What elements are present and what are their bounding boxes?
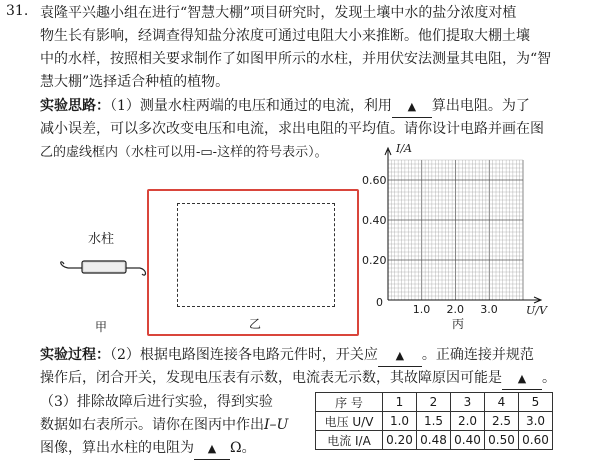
idea-label: 实验思路： [40, 98, 110, 114]
process-text-b: 。正确连接并规范 [421, 347, 534, 363]
iu-graph[interactable] [362, 142, 548, 331]
water-column-figure [50, 228, 150, 328]
table-cell: 2.0 [451, 412, 485, 431]
process-text-f: 图像，算出水柱的电阻为 [40, 440, 194, 456]
process-line-4 [40, 415, 288, 435]
table-cell: 1.5 [417, 412, 451, 431]
intro-line-4: 慧大棚”选择适合种植的植物。 [40, 74, 230, 90]
circuit-design-box[interactable] [177, 203, 335, 307]
idea-line-1 [40, 96, 530, 118]
table-row [316, 393, 553, 412]
table-cell: 1.0 [383, 412, 417, 431]
table-header: 序 号 [316, 393, 383, 412]
table-cell: 3 [451, 393, 485, 412]
process-text-d: 。 [542, 370, 556, 386]
table-cell: 5 [519, 393, 553, 412]
figure-yi-caption: 乙 [249, 317, 262, 331]
table-cell: 4 [485, 393, 519, 412]
table-cell: 0.20 [383, 431, 417, 450]
process-line-1 [40, 345, 534, 367]
circuit-design-highlight [147, 189, 359, 336]
x-tick-label: 3.0 [480, 303, 498, 316]
process-text-a: （2）根据电路图连接各电路元件时，开关应 [110, 347, 378, 363]
x-axis-label: U/V [526, 304, 547, 317]
y-tick-label: 0.40 [362, 214, 387, 227]
process-line-5 [40, 438, 256, 460]
x-tick-label: 2.0 [446, 303, 464, 316]
answer-blank-3[interactable]: ▲ [502, 369, 542, 390]
x-tick-label: 1.0 [412, 303, 431, 316]
process-text-c: 操作后，闭合开关，发现电压表有示数，电流表无示数，其故障原因可能是 [40, 370, 502, 386]
process-line-2 [40, 368, 556, 390]
process-text-e: 数据如右表所示。请你在图丙中作出 [40, 417, 264, 433]
process-text-g: Ω。 [230, 440, 256, 456]
answer-blank-2[interactable]: ▲ [378, 346, 422, 367]
process-iu-symbol: I–U [264, 417, 289, 433]
water-column-label: 水柱 [88, 232, 115, 247]
table-row [316, 431, 553, 450]
idea-text-a: （1）测量水柱两端的电压和通过的电流，利用 [110, 98, 392, 114]
intro-line-1: 袁隆平兴趣小组在进行“智慧大棚”项目研究时，发现土壤中水的盐分浓度对植 [40, 5, 517, 21]
table-cell: 0.48 [417, 431, 451, 450]
table-cell: 0.60 [519, 431, 553, 450]
table-cell: 3.0 [519, 412, 553, 431]
y-tick-label: 0.60 [362, 174, 387, 187]
intro-line-2: 物生长有影响，经调查得知盐分浓度可通过电阻大小来推断。他们提取大棚土壤 [40, 28, 530, 44]
table-cell: 2 [417, 393, 451, 412]
data-table [315, 392, 553, 450]
table-header: 电流 I/A [316, 431, 383, 450]
idea-line-3: 乙的虚线框内（水柱可以用-▭-这样的符号表示）。 [40, 145, 328, 160]
table-cell: 0.40 [451, 431, 485, 450]
question-number: 31. [6, 3, 29, 19]
figure-bing-caption: 丙 [452, 317, 465, 331]
answer-blank-4[interactable]: ▲ [194, 439, 230, 460]
table-cell: 2.5 [485, 412, 519, 431]
table-cell: 0.50 [485, 431, 519, 450]
table-cell: 1 [383, 393, 417, 412]
y-axis-label: I/A [396, 142, 412, 155]
graph-ticks [362, 174, 498, 316]
intro-line-3: 中的水样，按照相关要求制作了如图甲所示的水柱，并用伏安法测量其电阻，为“智 [40, 51, 552, 67]
answer-blank-1[interactable]: ▲ [392, 97, 432, 118]
idea-line-2: 减小误差，可以多次改变电压和电流，求出电阻的平均值。请你设计电路并画在图 [40, 121, 544, 137]
table-row [316, 412, 553, 431]
idea-text-b: 算出电阻。为了 [431, 98, 530, 114]
process-label: 实验过程： [40, 347, 110, 363]
y-tick-label: 0.20 [362, 254, 387, 267]
figure-jia-caption: 甲 [95, 320, 108, 334]
process-line-3: （3）排除故障后进行实验，得到实验 [40, 394, 273, 410]
table-header: 电压 U/V [316, 412, 383, 431]
graph-grid [388, 160, 523, 300]
origin-label: 0 [376, 296, 383, 309]
